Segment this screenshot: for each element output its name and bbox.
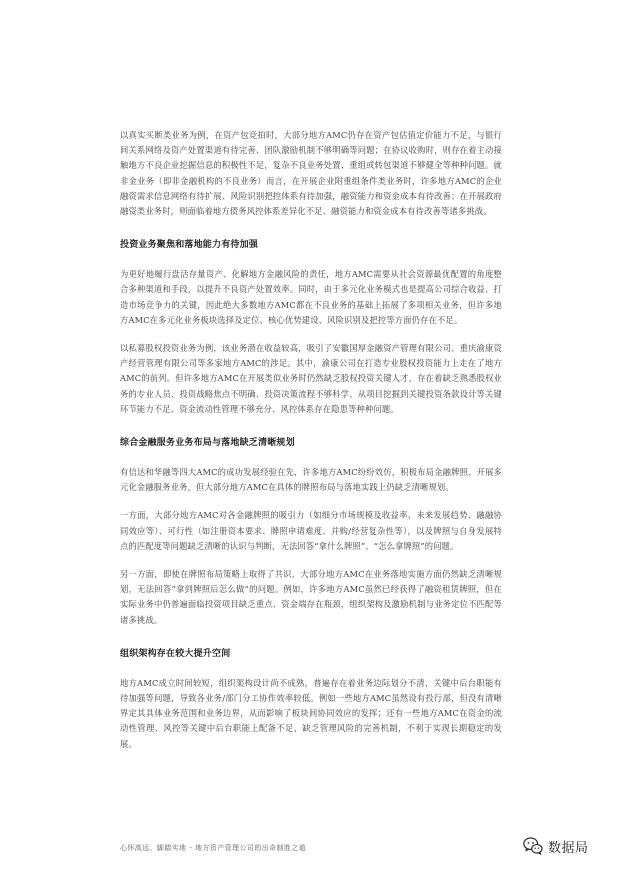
paragraph: 以私募股权投资业务为例，该业务潜在收益较高，吸引了安徽国厚金融资产管理有限公司、重庆渝康资产经营管理有限公司等多家地方AMC的涉足。其中，渝康公司在打造专业股权投资能力上走在了地方AMC的前列。但许多地方AMC在开展类似业务时仍然缺乏股权投资关键人才，存在着缺乏熟悉股权业务的专业人员、投资战略焦点不明确、投资决策流程不够科学、从项目挖掘到关键投资条款设计等关键环节能力不足、资金流动性管理不够充分、风控体系存在隐患等种种问题。 [120, 343, 502, 414]
section-heading-investment: 投资业务聚焦和落地能力有待加强 [120, 240, 259, 251]
paragraph: 有信达和华融等四大AMC的成功发展经验在先，许多地方AMC纷纷效仿，积极布局金融牌照、开展多元化金融服务业务，但大部分地方AMC在具体的牌照布局与落地实践上仍缺乏清晰规划。 [120, 467, 502, 493]
page-footer: 心怀高远、脚踏实地 - 地方资产管理公司的出奇制胜之道 [120, 844, 307, 852]
section-heading-organization: 组织架构存在较大提升空间 [120, 648, 231, 659]
paragraph: 为更好地履行盘活存量资产、化解地方金融风险的责任，地方AMC需要从社会资源最优配置的角度整合多种渠道和手段，以提升不良资产处置效率。同时，由于多元化业务模式也是提高公司综合收益、打造市场竞争力的关键，因此绝大多数地方AMC都在不良业务的基础上拓展了多项相关业务，但许多地方AMC在多元化业务板块选择及定位、核心优势建设、风险识别及把控等方面仍存在不足。 [120, 269, 502, 325]
wechat-icon [522, 835, 544, 857]
paragraph: 以真实买断类业务为例，在资产包竞拍时，大部分地方AMC仍存在资产包估值定价能力不足，与银行间关系网络及资产处置渠道有待完善、团队激励机制不够明确等问题；在协议收购时，则存在着主动接触地方不良企业挖掘信息的积极性不足，复杂不良业务处置、重组或转包渠道不够健全等种种问题。就非金业务（即非金融机构的不良业务）而言，在开展企业附重组条件类业务时，许多地方AMC的企业融资需求信息网络有待扩展、风险识别把控体系有待加强，融资能力和资金成本有待改善；在开展政府融资类业务时，则面临着地方债务风控体系差异化不足、融资能力和资金成本有待改善等诸多挑战。 [120, 130, 502, 217]
section-heading-financial-services: 综合金融服务业务布局与落地缺乏清晰规划 [120, 438, 295, 449]
watermark-text: 数据局 [548, 840, 589, 856]
watermark [522, 835, 589, 857]
paragraph: 一方面，大部分地方AMC对各金融牌照的吸引力（如细分市场规模及收益率、未来发展趋势、融融协同效应等）、可行性（如注册资本要求、牌照申请难度、并购/经营复杂性等），以及牌照与自身发展特点的匹配度等问题缺乏清晰的认识与判断，无法回答“拿什么牌照”、“怎么拿牌照”的问题。 [120, 510, 502, 551]
document-body [120, 128, 502, 752]
paragraph: 另一方面，即使在牌照布局策略上取得了共识，大部分地方AMC在业务落地实施方面仍然缺乏清晰规划，无法回答“拿到牌照后怎么做”的问题。例如，许多地方AMC虽然已经获得了融资租赁牌照，但在实际业务中仍普遍面临投资项目缺乏重点、资金端存在瓶颈，组织架构及激励机制与业务定位不匹配等诸多挑战。 [120, 569, 502, 625]
paragraph: 地方AMC成立时间较短，组织架构设计尚不成熟，普遍存在着业务边际划分不清、关键中后台职能有待加强等问题，导致各业务/部门分工协作效率较低。例如一些地方AMC虽然设有投行部，但没有清晰界定其具体业务范围和业务边界，从而影响了板块间协同效应的发挥；还有一些地方AMC在资金的流动性管理、风控等关键中后台职能上配备不足，缺乏管理风险的完善机制，不利于实现长期稳定的发展。 [120, 677, 502, 749]
